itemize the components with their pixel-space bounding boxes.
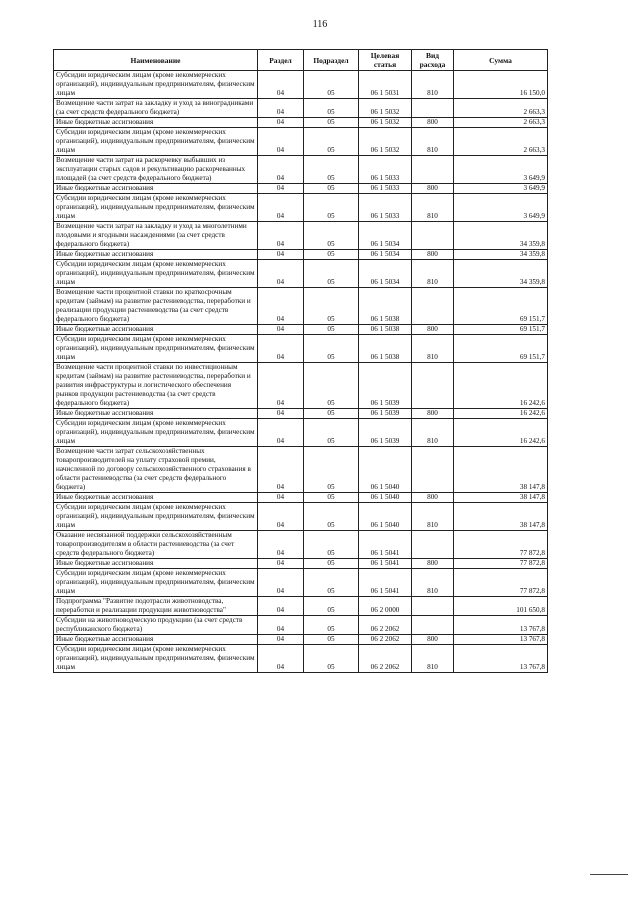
row-kind-cell: 810 <box>412 335 454 363</box>
table-row <box>54 128 548 156</box>
row-name-cell: Субсидии юридическим лицам (кроме некоммерческих организаций), индивидуальным предпринимателям, физическим лицам <box>54 128 258 156</box>
row-kind-cell: 810 <box>412 419 454 447</box>
row-target-cell: 06 1 5039 <box>359 363 412 409</box>
row-section-cell: 04 <box>258 559 304 569</box>
row-target-cell: 06 1 5032 <box>359 118 412 128</box>
row-target-cell: 06 1 5038 <box>359 325 412 335</box>
row-section-cell: 04 <box>258 194 304 222</box>
row-section-cell: 04 <box>258 71 304 99</box>
row-name-cell: Иные бюджетные ассигнования <box>54 559 258 569</box>
row-name-cell: Субсидии юридическим лицам (кроме некоммерческих организаций), индивидуальным предпринимателям, физическим лицам <box>54 503 258 531</box>
row-sum-cell: 16 242,6 <box>454 419 548 447</box>
row-sum-cell: 13 767,8 <box>454 645 548 673</box>
row-target-cell: 06 1 5032 <box>359 99 412 118</box>
row-section-cell: 04 <box>258 128 304 156</box>
row-name-cell: Возмещение части затрат на раскорчевку выбывших из эксплуатации старых садов и рекультивацию раскорчеванных площадей (за счет средств федерального бюджета) <box>54 156 258 184</box>
row-kind-cell <box>412 156 454 184</box>
table-row <box>54 260 548 288</box>
row-target-cell: 06 1 5031 <box>359 71 412 99</box>
row-name-cell: Возмещение части процентной ставки по инвестиционным кредитам (займам) на развитие растениеводства, переработки и развития инфраструктуры и логистического обеспечения рынков продукции растениеводства (за счет средств федерального бюджета) <box>54 363 258 409</box>
row-name-cell: Возмещение части затрат на закладку и уход за виноградниками (за счет средств федерального бюджета) <box>54 99 258 118</box>
row-sum-cell: 2 663,3 <box>454 99 548 118</box>
row-name-cell: Субсидии юридическим лицам (кроме некоммерческих организаций), индивидуальным предпринимателям, физическим лицам <box>54 71 258 99</box>
row-kind-cell <box>412 531 454 559</box>
row-kind-cell: 810 <box>412 71 454 99</box>
row-sum-cell: 38 147,8 <box>454 503 548 531</box>
row-subsection-cell: 05 <box>304 222 359 250</box>
row-section-cell: 04 <box>258 447 304 493</box>
row-section-cell: 04 <box>258 250 304 260</box>
row-subsection-cell: 05 <box>304 597 359 616</box>
table-row <box>54 559 548 569</box>
row-subsection-cell: 05 <box>304 363 359 409</box>
row-name-cell: Субсидии на животноводческую продукцию (за счет средств республиканского бюджета) <box>54 616 258 635</box>
row-kind-cell: 810 <box>412 569 454 597</box>
row-target-cell: 06 1 5038 <box>359 335 412 363</box>
row-name-cell: Субсидии юридическим лицам (кроме некоммерческих организаций), индивидуальным предпринимателям, физическим лицам <box>54 335 258 363</box>
row-target-cell: 06 1 5034 <box>359 260 412 288</box>
table-row <box>54 569 548 597</box>
table-header-row <box>54 50 548 71</box>
table-row <box>54 156 548 184</box>
table-row <box>54 409 548 419</box>
header-name: Наименование <box>54 50 258 71</box>
row-sum-cell: 101 650,8 <box>454 597 548 616</box>
table-row <box>54 99 548 118</box>
row-kind-cell <box>412 222 454 250</box>
row-subsection-cell: 05 <box>304 335 359 363</box>
page-number: 116 <box>312 19 328 30</box>
table-row <box>54 118 548 128</box>
row-kind-cell: 810 <box>412 128 454 156</box>
table-row <box>54 503 548 531</box>
row-sum-cell: 34 359,8 <box>454 222 548 250</box>
row-name-cell: Иные бюджетные ассигнования <box>54 184 258 194</box>
row-section-cell: 04 <box>258 260 304 288</box>
table-row <box>54 194 548 222</box>
row-subsection-cell: 05 <box>304 447 359 493</box>
table-row <box>54 635 548 645</box>
row-kind-cell: 810 <box>412 260 454 288</box>
row-subsection-cell: 05 <box>304 260 359 288</box>
row-subsection-cell: 05 <box>304 503 359 531</box>
row-subsection-cell: 05 <box>304 288 359 325</box>
row-kind-cell <box>412 288 454 325</box>
row-section-cell: 04 <box>258 325 304 335</box>
row-kind-cell: 810 <box>412 194 454 222</box>
row-sum-cell: 13 767,8 <box>454 635 548 645</box>
row-subsection-cell: 05 <box>304 118 359 128</box>
row-section-cell: 04 <box>258 419 304 447</box>
row-name-cell: Возмещение части затрат на закладку и уход за многолетними плодовыми и ягодными насаждениями (за счет средств федерального бюджета) <box>54 222 258 250</box>
row-sum-cell: 2 663,3 <box>454 118 548 128</box>
row-kind-cell: 800 <box>412 250 454 260</box>
row-name-cell: Иные бюджетные ассигнования <box>54 409 258 419</box>
row-subsection-cell: 05 <box>304 250 359 260</box>
table-row <box>54 419 548 447</box>
row-kind-cell <box>412 616 454 635</box>
row-target-cell: 06 1 5041 <box>359 531 412 559</box>
row-section-cell: 04 <box>258 645 304 673</box>
row-sum-cell: 77 872,8 <box>454 569 548 597</box>
row-sum-cell: 38 147,8 <box>454 493 548 503</box>
row-kind-cell: 800 <box>412 325 454 335</box>
header-section: Раздел <box>258 50 304 71</box>
header-kind: Вид расхода <box>412 50 454 71</box>
row-target-cell: 06 2 0000 <box>359 597 412 616</box>
row-kind-cell: 800 <box>412 409 454 419</box>
row-section-cell: 04 <box>258 616 304 635</box>
row-sum-cell: 34 359,8 <box>454 250 548 260</box>
row-sum-cell: 16 150,0 <box>454 71 548 99</box>
table-row <box>54 288 548 325</box>
header-sum: Сумма <box>454 50 548 71</box>
row-kind-cell: 800 <box>412 118 454 128</box>
row-name-cell: Субсидии юридическим лицам (кроме некоммерческих организаций), индивидуальным предпринимателям, физическим лицам <box>54 569 258 597</box>
row-subsection-cell: 05 <box>304 616 359 635</box>
row-section-cell: 04 <box>258 531 304 559</box>
budget-table <box>53 49 548 673</box>
row-subsection-cell: 05 <box>304 325 359 335</box>
row-section-cell: 04 <box>258 569 304 597</box>
row-section-cell: 04 <box>258 409 304 419</box>
row-target-cell: 06 2 2062 <box>359 635 412 645</box>
row-section-cell: 04 <box>258 184 304 194</box>
row-kind-cell: 810 <box>412 503 454 531</box>
row-kind-cell: 800 <box>412 184 454 194</box>
row-target-cell: 06 1 5039 <box>359 419 412 447</box>
row-subsection-cell: 05 <box>304 128 359 156</box>
row-sum-cell: 69 151,7 <box>454 288 548 325</box>
table-row <box>54 71 548 99</box>
table-row <box>54 335 548 363</box>
row-subsection-cell: 05 <box>304 493 359 503</box>
header-target: Целевая статья <box>359 50 412 71</box>
row-subsection-cell: 05 <box>304 194 359 222</box>
row-sum-cell: 2 663,3 <box>454 128 548 156</box>
row-sum-cell: 3 649,9 <box>454 184 548 194</box>
row-section-cell: 04 <box>258 363 304 409</box>
row-kind-cell: 810 <box>412 645 454 673</box>
row-sum-cell: 16 242,6 <box>454 409 548 419</box>
table-row <box>54 184 548 194</box>
row-target-cell: 06 1 5039 <box>359 409 412 419</box>
row-name-cell: Субсидии юридическим лицам (кроме некоммерческих организаций), индивидуальным предпринимателям, физическим лицам <box>54 260 258 288</box>
row-subsection-cell: 05 <box>304 409 359 419</box>
row-name-cell: Субсидии юридическим лицам (кроме некоммерческих организаций), индивидуальным предпринимателям, физическим лицам <box>54 645 258 673</box>
row-target-cell: 06 1 5040 <box>359 493 412 503</box>
row-subsection-cell: 05 <box>304 635 359 645</box>
table-row <box>54 493 548 503</box>
row-target-cell: 06 1 5032 <box>359 128 412 156</box>
row-sum-cell: 38 147,8 <box>454 447 548 493</box>
row-section-cell: 04 <box>258 635 304 645</box>
row-sum-cell: 69 151,7 <box>454 325 548 335</box>
row-target-cell: 06 2 2062 <box>359 616 412 635</box>
row-section-cell: 04 <box>258 99 304 118</box>
row-sum-cell: 3 649,9 <box>454 156 548 184</box>
row-target-cell: 06 1 5033 <box>359 156 412 184</box>
row-kind-cell: 800 <box>412 493 454 503</box>
row-name-cell: Подпрограмма "Развитие подотрасли животноводства, переработки и реализации продукции животноводства" <box>54 597 258 616</box>
footer-rule <box>590 874 628 875</box>
row-section-cell: 04 <box>258 335 304 363</box>
row-name-cell: Возмещение части затрат сельскохозяйственных товаропроизводителей на уплату страховой премии, начисленной по договору сельскохозяйственного страхования в области растениеводства (за счет средств федерального бюджета) <box>54 447 258 493</box>
table-row <box>54 447 548 493</box>
row-sum-cell: 13 767,8 <box>454 616 548 635</box>
row-name-cell: Субсидии юридическим лицам (кроме некоммерческих организаций), индивидуальным предпринимателям, физическим лицам <box>54 194 258 222</box>
row-kind-cell: 800 <box>412 635 454 645</box>
row-sum-cell: 77 872,8 <box>454 531 548 559</box>
header-subsection: Подраздел <box>304 50 359 71</box>
row-target-cell: 06 1 5038 <box>359 288 412 325</box>
row-target-cell: 06 1 5041 <box>359 569 412 597</box>
row-sum-cell: 16 242,6 <box>454 363 548 409</box>
row-target-cell: 06 2 2062 <box>359 645 412 673</box>
row-kind-cell <box>412 597 454 616</box>
row-target-cell: 06 1 5040 <box>359 503 412 531</box>
row-subsection-cell: 05 <box>304 156 359 184</box>
table-row <box>54 250 548 260</box>
row-name-cell: Возмещение части процентной ставки по краткосрочным кредитам (займам) на развитие растениеводства, переработки и реализации продукции растениеводства (за счет средств федерального бюджета) <box>54 288 258 325</box>
row-section-cell: 04 <box>258 493 304 503</box>
row-sum-cell: 77 872,8 <box>454 559 548 569</box>
row-sum-cell: 34 359,8 <box>454 260 548 288</box>
row-name-cell: Иные бюджетные ассигнования <box>54 250 258 260</box>
row-name-cell: Оказание несвязанной поддержки сельскохозяйственным товаропроизводителям в области растениеводства (за счет средств федерального бюджета) <box>54 531 258 559</box>
row-subsection-cell: 05 <box>304 419 359 447</box>
row-kind-cell: 800 <box>412 559 454 569</box>
row-target-cell: 06 1 5034 <box>359 222 412 250</box>
row-section-cell: 04 <box>258 597 304 616</box>
row-sum-cell: 69 151,7 <box>454 335 548 363</box>
row-section-cell: 04 <box>258 156 304 184</box>
row-kind-cell <box>412 363 454 409</box>
row-target-cell: 06 1 5033 <box>359 184 412 194</box>
row-name-cell: Иные бюджетные ассигнования <box>54 325 258 335</box>
row-section-cell: 04 <box>258 222 304 250</box>
row-subsection-cell: 05 <box>304 71 359 99</box>
row-section-cell: 04 <box>258 118 304 128</box>
row-subsection-cell: 05 <box>304 184 359 194</box>
table-row <box>54 616 548 635</box>
table-row <box>54 222 548 250</box>
row-target-cell: 06 1 5040 <box>359 447 412 493</box>
row-subsection-cell: 05 <box>304 645 359 673</box>
table-row <box>54 363 548 409</box>
row-sum-cell: 3 649,9 <box>454 194 548 222</box>
row-subsection-cell: 05 <box>304 99 359 118</box>
row-section-cell: 04 <box>258 288 304 325</box>
table-row <box>54 597 548 616</box>
row-subsection-cell: 05 <box>304 559 359 569</box>
row-name-cell: Иные бюджетные ассигнования <box>54 635 258 645</box>
table-row <box>54 325 548 335</box>
row-kind-cell <box>412 447 454 493</box>
row-name-cell: Субсидии юридическим лицам (кроме некоммерческих организаций), индивидуальным предпринимателям, физическим лицам <box>54 419 258 447</box>
row-subsection-cell: 05 <box>304 531 359 559</box>
row-target-cell: 06 1 5034 <box>359 250 412 260</box>
row-name-cell: Иные бюджетные ассигнования <box>54 493 258 503</box>
row-name-cell: Иные бюджетные ассигнования <box>54 118 258 128</box>
table-row <box>54 645 548 673</box>
table-row <box>54 531 548 559</box>
row-subsection-cell: 05 <box>304 569 359 597</box>
row-section-cell: 04 <box>258 503 304 531</box>
row-target-cell: 06 1 5033 <box>359 194 412 222</box>
row-kind-cell <box>412 99 454 118</box>
row-target-cell: 06 1 5041 <box>359 559 412 569</box>
